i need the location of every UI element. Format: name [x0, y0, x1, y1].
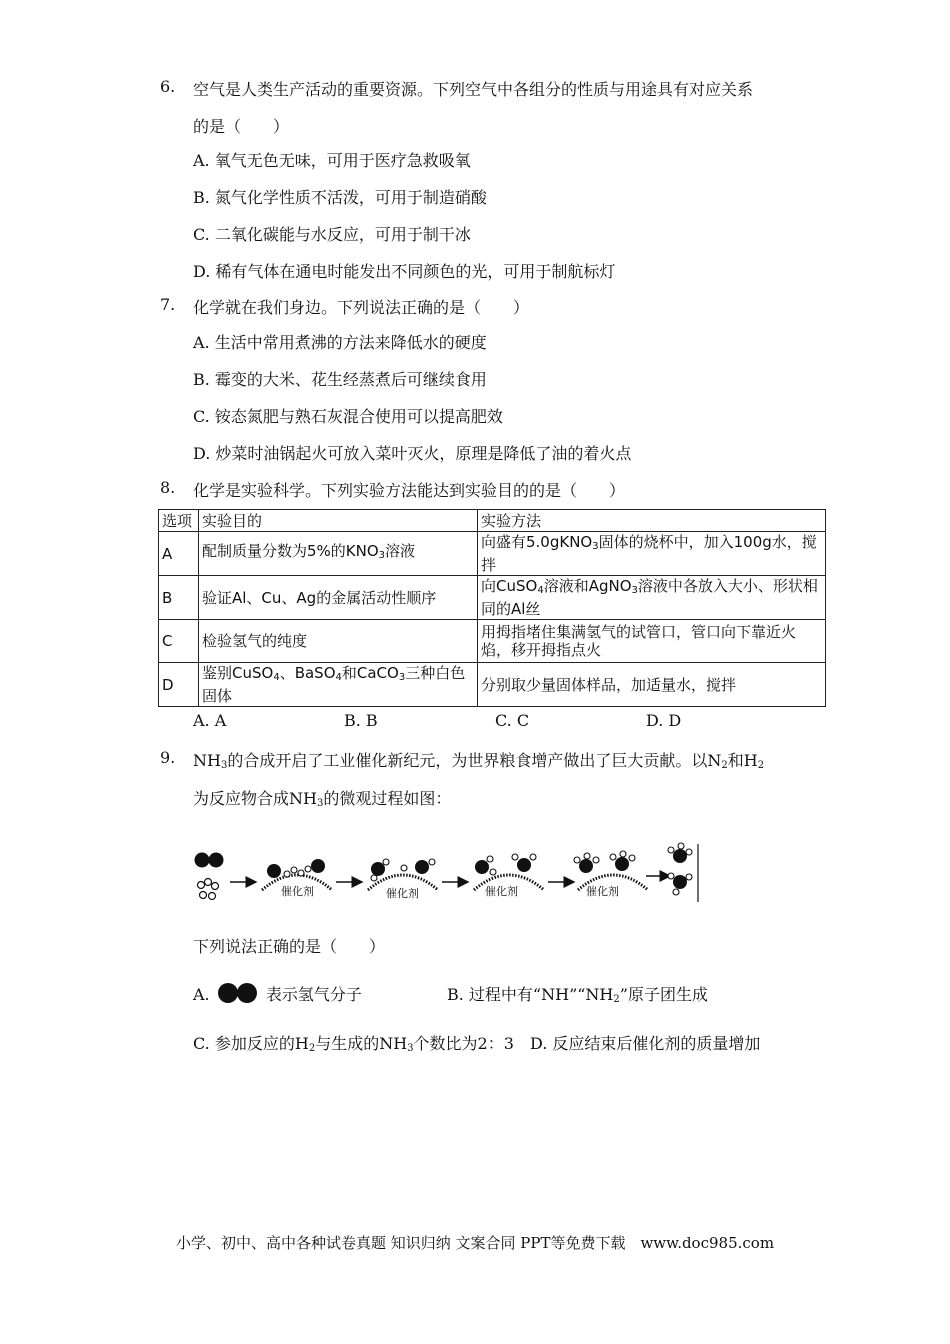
row-b-method: 向CuSO$_4$溶液和AgNO$_3$溶液中各放入大小、形状相同的Al丝 [478, 576, 826, 620]
q6-option-c: C. 二氧化碳能与水反应，可用于制干冰 [193, 225, 471, 244]
q7-stem: 化学就在我们身边。下列说法正确的是（ ） [193, 298, 530, 317]
q7-option-c: C. 铵态氮肥与熟石灰混合使用可以提高肥效 [193, 407, 503, 426]
q9-option-a: A. 表示氢气分子 [193, 982, 362, 1005]
q8-number: 8. [160, 478, 176, 497]
q7-option-b: B. 霉变的大米、花生经蒸煮后可继续食用 [193, 370, 487, 389]
q9-option-d: D. 反应结束后催化剂的质量增加 [530, 1034, 761, 1053]
q7-number: 7. [160, 295, 176, 314]
q9-stem-line2: 为反应物合成$NH_3$的微观过程如图： [193, 789, 452, 809]
q8-stem: 化学是实验科学。下列实验方法能达到实验目的的是（ ） [193, 481, 626, 500]
table-row [159, 663, 826, 707]
experiment-table [158, 509, 826, 707]
q8-choice-b: B. B [344, 711, 378, 730]
q7-option-d: D. 炒菜时油锅起火可放入菜叶灭火，原理是降低了油的着火点 [193, 444, 632, 463]
q9-stem-line1: $NH_3$的合成开启了工业催化新纪元，为世界粮食增产做出了巨大贡献。以$N_2$和$H_2$ [193, 751, 765, 771]
header-method: 实验方法 [478, 510, 826, 532]
q7-option-a: A. 生活中常用煮沸的方法来降低水的硬度 [193, 333, 487, 352]
q9-option-b: B. 过程中有“$NH”“NH_2$”原子团生成 [447, 985, 708, 1005]
row-c-method: 用拇指堵住集满氢气的试管口，管口向下靠近火焰，移开拇指点火 [478, 620, 826, 663]
reaction-diagram [190, 838, 705, 908]
catalyst-label: 催化剂 [586, 885, 619, 898]
q6-option-a: A. 氧气无色无味，可用于医疗急救吸氧 [193, 151, 471, 170]
table-row [159, 576, 826, 620]
row-d-goal: 鉴别CuSO$_4$、BaSO$_4$和CaCO$_3$三种白色固体 [199, 663, 478, 707]
table-row [159, 532, 826, 576]
q6-stem-line2: 的是（ ） [193, 117, 290, 136]
q9-number: 9. [160, 748, 176, 767]
q6-stem-line1: 空气是人类生产活动的重要资源。下列空气中各组分的性质与用途具有对应关系 [193, 80, 754, 99]
q8-choice-a: A. A [193, 711, 227, 730]
stage-products [668, 843, 698, 902]
row-d-option: D [159, 663, 199, 707]
header-goal: 实验目的 [199, 510, 478, 532]
hydrogen-molecule-icon [217, 982, 259, 1004]
catalyst-label: 催化剂 [386, 887, 419, 900]
row-a-option: A [159, 532, 199, 576]
q8-choice-d: D. D [646, 711, 682, 730]
catalyst-label: 催化剂 [485, 885, 518, 898]
table-row [159, 620, 826, 663]
q6-option-b: B. 氮气化学性质不活泼，可用于制造硝酸 [193, 188, 487, 207]
row-b-option: B [159, 576, 199, 620]
row-c-goal: 检验氢气的纯度 [199, 620, 478, 663]
q8-choice-c: C. C [495, 711, 530, 730]
q9-option-c: C. 参加反应的$H_2$与生成的$NH_3$个数比为2：3 [193, 1034, 514, 1054]
row-b-goal: 验证Al、Cu、Ag的金属活动性顺序 [199, 576, 478, 620]
row-c-option: C [159, 620, 199, 663]
catalyst-label: 催化剂 [281, 885, 314, 898]
row-d-method: 分别取少量固体样品，加适量水，搅拌 [478, 663, 826, 707]
q6-option-d: D. 稀有气体在通电时能发出不同颜色的光，可用于制航标灯 [193, 262, 616, 281]
stage-reactants [195, 853, 224, 900]
row-a-goal: 配制质量分数为5%的$KNO_3$溶液 [199, 532, 478, 576]
header-option: 选项 [159, 510, 199, 532]
page-footer: 小学、初中、高中各种试卷真题 知识归纳 文案合同 PPT等免费下载 www.doc985.com [175, 1234, 775, 1252]
row-a-method: 向盛有5.0gKNO$_3$固体的烧杯中，加入100g水，搅拌 [478, 532, 826, 576]
q9-question: 下列说法正确的是（ ） [193, 937, 386, 956]
q6-number: 6. [160, 77, 176, 96]
table-header-row [159, 510, 826, 532]
